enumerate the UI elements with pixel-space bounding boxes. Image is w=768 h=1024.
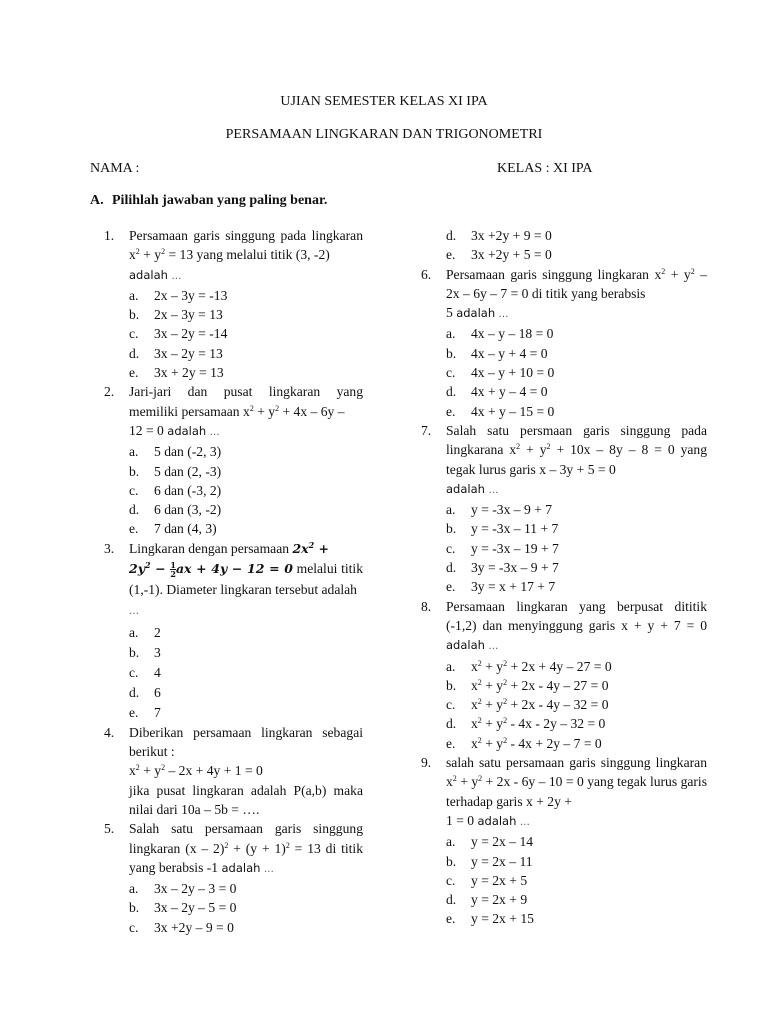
option-b: b. 2x – 3y = 13 <box>129 307 223 323</box>
option-e: e. $x^2 + y^2 - 4x + 2y - 7 = 0$ <box>446 735 602 751</box>
question-5-continued <box>421 226 707 265</box>
left-column <box>104 226 363 937</box>
question-text: Persamaan lingkaran yang berpusat dititik (-1,2) dan menyinggung garis x + y + 7 = 0 adalah … <box>446 598 707 653</box>
question-number: 9. <box>421 755 432 771</box>
fraction: $\frac{1}{2}$ <box>170 560 176 580</box>
name-label: NAMA : <box>90 161 140 176</box>
instruction-text: Pilihlah jawaban yang paling benar. <box>112 193 328 208</box>
question-number: 4. <box>104 724 115 740</box>
option-a: a. 3x – 2y – 3 = 0 <box>129 881 237 897</box>
question-8 <box>421 597 707 753</box>
option-c: c. 4 <box>129 664 161 680</box>
option-e: e. y = 2x + 15 <box>446 911 534 927</box>
option-d: d. 6 <box>129 684 161 700</box>
question-number: 1. <box>104 228 115 243</box>
question-2 <box>104 382 363 538</box>
question-text: Jari-jari dan pusat lingkaran yang memiliki persamaan $x^2 + y^2 + 4x - 6y$ – 12 = 0 adalah … <box>129 384 363 438</box>
equation: $2x^2$ + $2y^2$ − $\frac{1}{2}$ ax + 4y − 12 = 0 <box>129 539 330 580</box>
question-1 <box>104 226 363 382</box>
option-c: c. 3x +2y – 9 = 0 <box>129 919 234 935</box>
option-d: d. 3x – 2y = 13 <box>129 345 223 361</box>
option-a: a. 2 <box>129 624 161 640</box>
option-c: c. 3x – 2y = -14 <box>129 326 228 342</box>
question-7 <box>421 421 707 597</box>
option-c: c. 4x – y + 10 = 0 <box>446 365 555 381</box>
question-3 <box>104 539 363 723</box>
question-number: 5. <box>104 821 115 837</box>
option-a: a. $x^2 + y^2 + 2x + 4y - 27 = 0$ <box>446 658 612 674</box>
question-number: 7. <box>421 422 432 438</box>
option-d: d. y = 2x + 9 <box>446 892 528 908</box>
option-b: b. y = -3x – 11 + 7 <box>446 521 559 537</box>
option-e: e. 3x + 2y = 13 <box>129 365 224 381</box>
question-text: Salah satu persamaan garis singgung lingkaran $(x - 2)^2 + (y + 1)^2 = 13$ di titik yang berabsis -1 adalah … <box>129 821 363 875</box>
option-a: a. y = 2x – 14 <box>446 834 534 850</box>
option-d: d. 3x +2y + 9 = 0 <box>446 228 552 243</box>
right-column <box>421 226 707 929</box>
option-b: b. $x^2 + y^2 + 2x - 4y - 27 = 0$ <box>446 677 609 693</box>
question-5 <box>104 819 363 937</box>
option-a: a. y = -3x – 9 + 7 <box>446 502 553 518</box>
question-text: Lingkaran dengan persamaan $2x^2$ + $2y^2$ − $\frac{1}{2}$ ax + 4y − 12 = 0 melalui titik (1,-1). Diameter lingkaran tersebut adalah … <box>129 539 364 618</box>
exam-subtitle: PERSAMAAN LINGKARAN DAN TRIGONOMETRI <box>225 127 543 142</box>
option-a: a. 5 dan (-2, 3) <box>129 444 222 460</box>
question-number: 2. <box>104 384 115 400</box>
option-a: a. 2x – 3y = -13 <box>129 287 228 303</box>
option-e: e. 3x +2y + 5 = 0 <box>446 247 552 263</box>
question-number: 6. <box>421 266 432 282</box>
question-text: Salah satu persmaan garis singgung pada lingkarana $x^2 + y^2 + 10x - 8y - 8 = 0$ yang tegak lurus garis x – 3y + 5 = 0 adalah … <box>446 422 707 496</box>
question-text: salah satu persamaan garis singgung lingkaran $x^2 + y^2 + 2x - 6y - 10 = 0$ yang tegak lurus garis terhadap garis x + 2y + 1 = 0 adalah … <box>446 755 707 828</box>
exam-title: UJIAN SEMESTER KELAS XI IPA <box>280 94 488 109</box>
option-b: b. y = 2x – 11 <box>446 853 533 869</box>
option-a: a. 4x – y – 18 = 0 <box>446 326 554 342</box>
option-c: c. y = -3x – 19 + 7 <box>446 540 559 556</box>
question-number: 8. <box>421 598 432 614</box>
class-label: KELAS : XI IPA <box>497 161 593 176</box>
question-text: Persamaan garis singgung pada lingkaran $x^2 + y^2 = 13$ yang melalui titik (3, -2) adalah … <box>129 228 363 282</box>
option-d: d. 6 dan (3, -2) <box>129 502 222 518</box>
option-d: d. 3y = -3x – 9 + 7 <box>446 560 559 576</box>
option-b: b. 4x – y + 4 = 0 <box>446 345 548 361</box>
option-d: d. $x^2 + y^2 - 4x - 2y - 32 = 0$ <box>446 716 606 732</box>
section-instruction <box>90 193 327 209</box>
option-d: d. 4x + y – 4 = 0 <box>446 384 548 400</box>
question-text: Diberikan persamaan lingkaran sebagai berikut : $x^2 + y^2 - 2x + 4y + 1 = 0$ jika pusat lingkaran adalah P(a,b) maka nilai dari 10a – 5b = …. <box>129 724 363 817</box>
question-6 <box>421 265 707 421</box>
question-9 <box>421 753 707 929</box>
question-number: 3. <box>104 540 115 556</box>
option-e: e. 3y = x + 17 + 7 <box>446 579 556 595</box>
section-letter: A. <box>90 193 104 208</box>
option-b: b. 5 dan (2, -3) <box>129 463 222 479</box>
option-c: c. $x^2 + y^2 + 2x - 4y - 32 = 0$ <box>446 697 609 713</box>
option-e: e. 4x + y – 15 = 0 <box>446 403 555 419</box>
option-b: b. 3 <box>129 644 161 660</box>
question-4 <box>104 723 363 819</box>
option-e: e. 7 <box>129 704 161 720</box>
option-b: b. 3x – 2y – 5 = 0 <box>129 900 237 916</box>
option-e: e. 7 dan (4, 3) <box>129 521 217 537</box>
option-c: c. 6 dan (-3, 2) <box>129 482 222 498</box>
option-c: c. y = 2x + 5 <box>446 872 528 888</box>
question-text: Persamaan garis singgung lingkaran $x^2 + y^2 - 2x - 6y - 7 = 0$ di titik yang berabsis 5 adalah … <box>446 266 707 321</box>
